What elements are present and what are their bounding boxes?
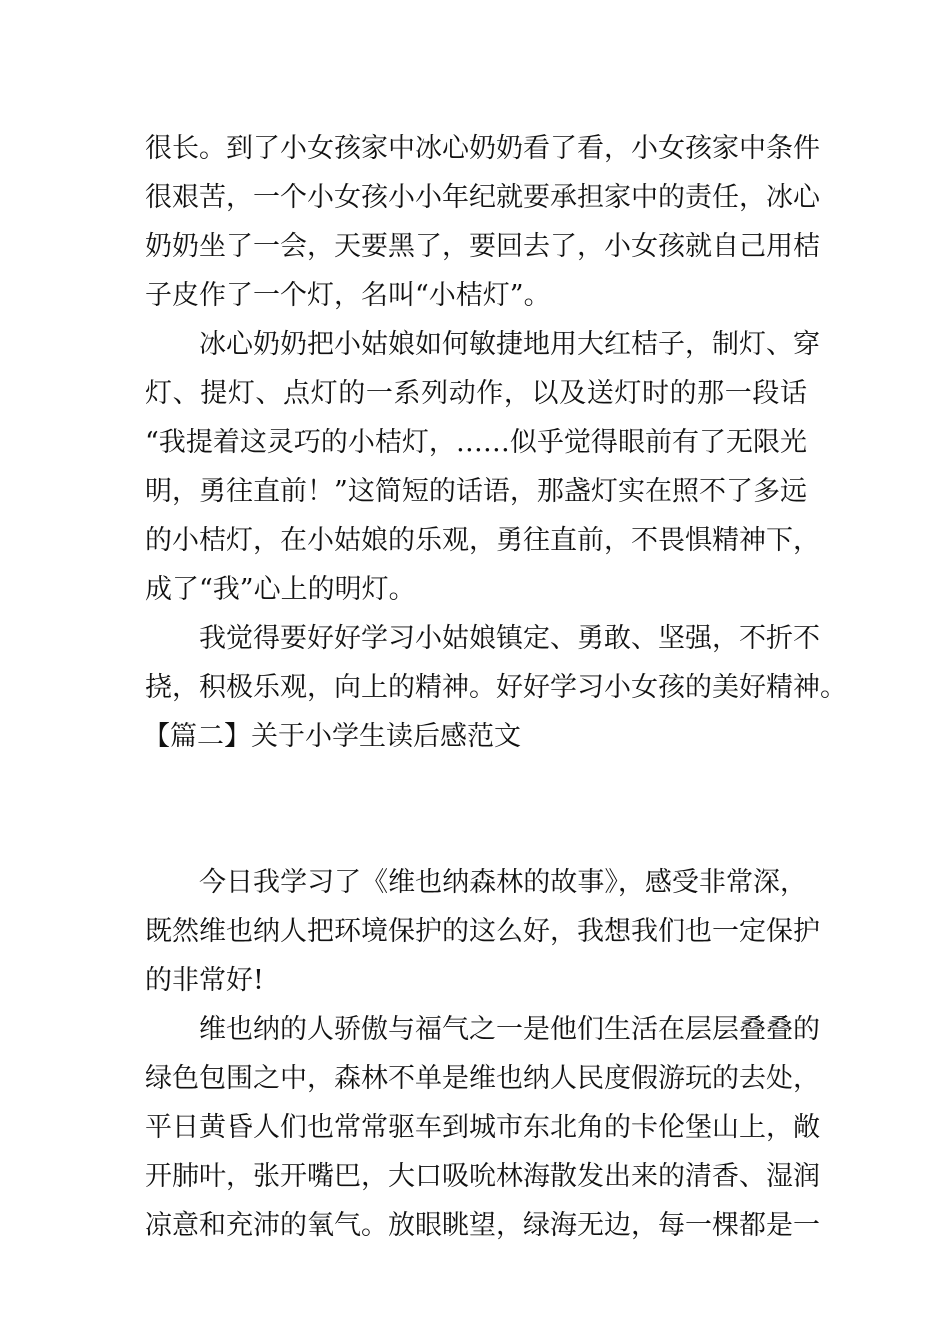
text-line: 平日黄昏人们也常常驱车到城市东北角的卡伦堡山上，敞: [145, 1112, 820, 1143]
text-line: 很艰苦，一个小女孩小小年纪就要承担家中的责任，冰心: [145, 182, 820, 213]
text-line: 的非常好!: [145, 965, 264, 996]
text-line: “我提着这灵巧的小桔灯，……似乎觉得眼前有了无限光: [145, 427, 807, 458]
text-line: 的小桔灯，在小姑娘的乐观，勇往直前，不畏惧精神下，: [145, 525, 820, 556]
text-line: 子皮作了一个灯，名叫“小桔灯”。: [145, 280, 551, 311]
paragraph-first-line: 今日我学习了《维也纳森林的故事》，感受非常深，: [199, 867, 807, 898]
text-line: 既然维也纳人把环境保护的这么好，我想我们也一定保护: [145, 916, 820, 947]
document-body: [143, 124, 847, 1250]
section-spacer: [145, 761, 807, 858]
text-line: 很长。到了小女孩家中冰心奶奶看了看，小女孩家中条件: [145, 133, 820, 164]
text-line: 灯、提灯、点灯的一系列动作，以及送灯时的那一段话: [145, 378, 807, 409]
text-line: 明，勇往直前！”这简短的话语，那盏灯实在照不了多远: [145, 476, 807, 507]
text-line: 成了“我”心上的明灯。: [145, 574, 416, 605]
text-line: 挠，积极乐观，向上的精神。好好学习小女孩的美好精神。: [145, 672, 847, 703]
text-line: 绿色包围之中，森林不单是维也纳人民度假游玩的去处，: [145, 1063, 820, 1094]
paragraph-first-line: 维也纳的人骄傲与福气之一是他们生活在层层叠叠的: [199, 1014, 820, 1045]
text-line: 开肺叶，张开嘴巴，大口吸吮林海散发出来的清香、湿润: [145, 1161, 820, 1192]
paragraph-first-line: 冰心奶奶把小姑娘如何敏捷地用大红桔子，制灯、穿: [199, 329, 820, 360]
paragraph-first-line: 我觉得要好好学习小姑娘镇定、勇敢、坚强，不折不: [199, 623, 820, 654]
text-line: 奶奶坐了一会，天要黑了，要回去了，小女孩就自己用桔: [145, 231, 820, 262]
text-line: 凉意和充沛的氧气。放眼眺望，绿海无边，每一棵都是一: [145, 1210, 820, 1241]
section-heading: 【篇二】关于小学生读后感范文: [143, 721, 521, 752]
